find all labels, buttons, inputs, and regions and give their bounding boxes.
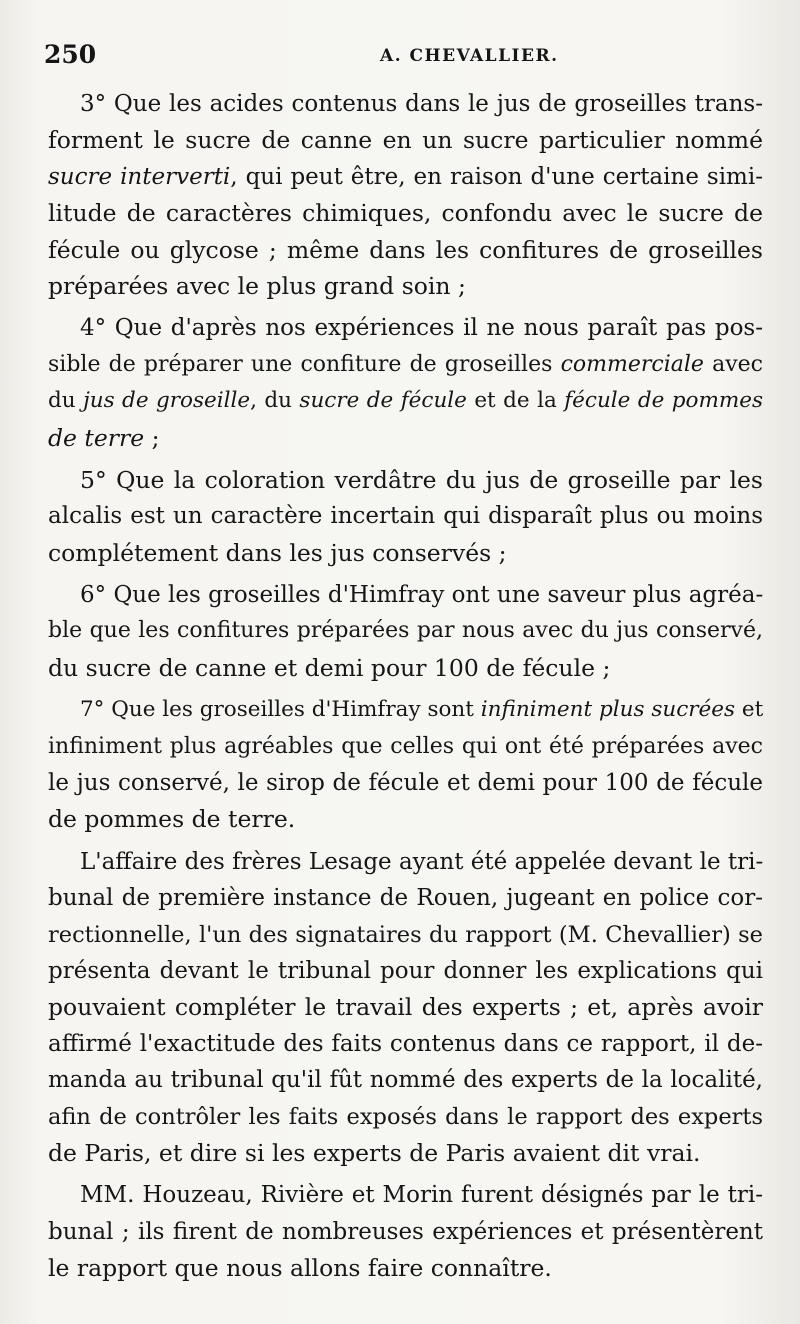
italic-term: infiniment plus sucrées [480,697,736,723]
paragraph-6 [48,577,763,686]
italic-term: commerciale [560,351,704,377]
text-line: infiniment plus agréables que celles qui ont été préparées avec [48,733,763,759]
text-line: pouvaient compléter le travail des experts ; et, après avoir [48,993,763,1022]
text-fragment: et [735,697,764,723]
text-fragment: 7° Que les groseilles d'Himfray sont [80,697,481,723]
text-fragment: du [48,388,84,414]
text-line: le jus conservé, le sirop de fécule et demi pour 100 de fécule [48,770,763,797]
paragraph-8 [48,844,763,1172]
paragraph-3 [48,86,763,304]
text-line: 5° Que la coloration verdâtre du jus de groseille par les [80,465,763,494]
text-line: 3° Que les acides contenus dans le jus de groseilles trans- [80,91,763,117]
italic-term: de terre [48,423,145,452]
text-line: forment le sucre de canne en un sucre particulier nommé [48,126,763,155]
text-line: bunal ; ils firent de nombreuses expériences et présentèrent [48,1218,763,1245]
text-line [48,383,763,419]
text-line: présenta devant le tribunal pour donner les explications qui [48,957,763,984]
page-number: 250 [44,40,97,69]
italic-term: jus de groseille [83,388,251,414]
paragraph-7 [48,692,763,838]
text-line: de Paris, et dire si les experts de Paris avaient dit vrai. [48,1138,701,1167]
text-line: 4° Que d'après nos expériences il ne nous paraît pas pos- [80,315,763,342]
text-line: L'affaire des frères Lesage ayant été appelée devant le tri- [80,848,764,875]
text-line: 6° Que les groseilles d'Himfray ont une saveur plus agréa- [80,582,764,609]
text-line [48,420,763,456]
text-line: affirmé l'exactitude des faits contenus dans ce rapport, il de- [48,1030,763,1057]
text-line: litude de caractères chimiques, confondu avec le sucre de [48,199,763,228]
text-line [48,692,763,728]
text-line: afin de contrôler les faits exposés dans le rapport des experts [48,1103,763,1130]
text-fragment: , qui peut être, en raison d'une certaine simi- [230,163,763,190]
text-fragment: avec [703,351,763,377]
running-head: A. CHEVALLIER. [380,46,559,66]
text-fragment: ; [144,423,160,452]
paragraph-5 [48,462,763,571]
italic-term: sucre interverti [48,163,231,190]
text-line: de pommes de terre. [48,805,296,834]
text-line: le rapport que nous allons faire connaître. [48,1254,552,1283]
page-header [44,38,744,72]
text-line: ble que les confitures préparées par nous avec du jus conservé, [48,618,763,644]
italic-term: fécule de pommes [564,388,763,414]
text-line: bunal de première instance de Rouen, jugeant en police cor- [48,885,763,912]
text-line: rectionnelle, l'un des signataires du rapport (M. Chevallier) se [48,921,763,948]
text-line: du sucre de canne et demi pour 100 de fécule ; [48,653,611,682]
italic-term: sucre de fécule [299,388,467,414]
text-line: alcalis est un caractère incertain qui disparaît plus ou moins [48,503,763,530]
text-line [48,159,763,195]
text-line: manda au tribunal qu'il fût nommé des experts de la localité, [48,1067,763,1094]
text-fragment: sible de préparer une confiture de groseilles [48,351,561,377]
text-fragment: et de la [466,388,565,414]
paragraph-4 [48,310,763,456]
body-text [48,86,763,1287]
text-fragment: , du [250,388,300,414]
text-line: préparées avec le plus grand soin ; [48,271,466,300]
text-line: fécule ou glycose ; même dans les confitures de groseilles [48,235,763,264]
text-line: MM. Houzeau, Rivière et Morin furent désignés par le tri- [80,1182,763,1209]
text-line [48,347,763,383]
text-line: complétement dans les jus conservés ; [48,538,507,567]
paragraph-9 [48,1177,763,1286]
